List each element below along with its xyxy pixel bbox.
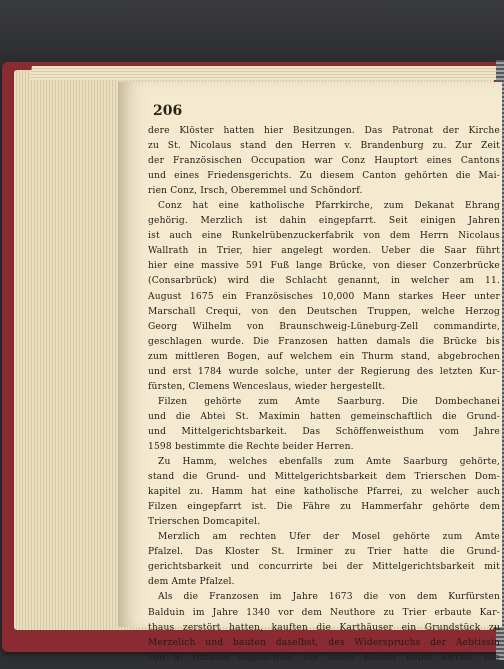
text-line: thaus zerstört hatten, kauften die Karthäuser ein Grundstück zu [148, 622, 500, 633]
text-line: dere Klöster hatten hier Besitzungen. Das Patronat der Kirche [148, 126, 500, 136]
text-line: Georg Wilhelm von Braunschweig-Lüneburg-Zell commandirte, [148, 321, 500, 332]
text-line: Balduin im Jahre 1340 vor dem Neuthore zu Trier erbaute Kar- [148, 607, 500, 618]
background [0, 0, 504, 60]
text-line: August 1675 ein Französisches 10,000 Mann starkes Heer unter [148, 291, 500, 302]
text-line: (Consarbrück) wird die Schlacht genannt, in welcher am 11. [148, 276, 500, 287]
text-line: und Mittelgerichtsbarkeit. Das Schöffenweisthum vom Jahre [148, 426, 500, 437]
text-line: Wallrath in Trier, hier angelegt worden. Ueber die Saar führt [148, 246, 500, 257]
text-line: von St Irminen ungeachtet, ein neues Kloster nebst Kirche. Die [148, 652, 500, 663]
text-line: ist auch eine Runkelrübenzuckerfabrik von dem Herrn Nicolaus [148, 231, 500, 242]
text-line: fürsten, Clemens Wenceslaus, wieder hergestellt. [148, 381, 386, 392]
text-line: Als die Franzosen im Jahre 1673 die von dem Kurfürsten [158, 592, 500, 603]
text-line: Conz hat eine katholische Pfarrkirche, zum Dekanat Ehrang [158, 201, 500, 212]
text-line: Marschall Crequi, von den Deutschen Truppen, welche Herzog [148, 306, 500, 317]
text-line: und die Abtei St. Maximin hatten gemeinschaftlich die Grund- [148, 411, 500, 422]
text-line: zu St. Nicolaus stand den Herren v. Brandenburg zu. Zur Zeit [148, 141, 500, 152]
text-line: zum mittleren Bogen, auf welchem ein Thurm stand, abgebrochen [148, 351, 500, 362]
text-line: 1598 bestimmte die Rechte beider Herren. [148, 441, 354, 452]
text-line: kapitel zu. Hamm hat eine katholische Pfarrei, zu welcher auch [148, 487, 500, 498]
text-line: und erst 1784 wurde solche, unter der Regierung des letzten Kur- [148, 366, 500, 377]
page-number: 206 [153, 103, 183, 119]
text-line: geschlagen wurde. Die Franzosen hatten damals die Brücke bis [148, 336, 500, 347]
text-line: der Französischen Occupation war Conz Hauptort eines Cantons [148, 156, 500, 167]
text-line: Filzen eingepfarrt ist. Die Fähre zu Hammerfahr gehörte dem [148, 502, 500, 513]
text-line: Merzlich am rechten Ufer der Mosel gehörte zum Amte [158, 532, 500, 543]
text-line: Zu Hamm, welches ebenfalls zum Amte Saarburg gehörte, [158, 457, 500, 468]
text-line: und eines Friedensgerichts. Zu diesem Canton gehörten die Mai- [148, 171, 500, 182]
text-line: Pfalzel. Das Kloster St. Irminer zu Trier hatte die Grund- [148, 547, 500, 558]
text-line: rien Conz, Irsch, Oberemmel und Schöndorf. [148, 186, 363, 197]
text-line: gerichtsbarkeit und concurrirte bei der Mittelgerichtsbarkeit mit [148, 562, 500, 573]
text-line: stand die Grund- und Mittelgerichtsbarkeit dem Trierschen Dom- [148, 472, 500, 483]
text-line: Merzelich und bauten daselbst, des Widerspruchs der Aebtissin [148, 637, 500, 648]
body-text [148, 124, 500, 666]
text-line: gehörig. Merzlich ist dahin eingepfarrt. Seit einigen Jahren [148, 216, 500, 227]
page-top-edges [30, 66, 502, 80]
text-line: dem Amte Pfalzel. [148, 577, 235, 588]
text-line: Filzen gehörte zum Amte Saarburg. Die Dombechanei [158, 396, 500, 407]
text-line: hier eine massive 591 Fuß lange Brücke, von dieser Conzerbrücke [148, 261, 500, 272]
text-line: Trierschen Domcapitel. [148, 517, 261, 528]
